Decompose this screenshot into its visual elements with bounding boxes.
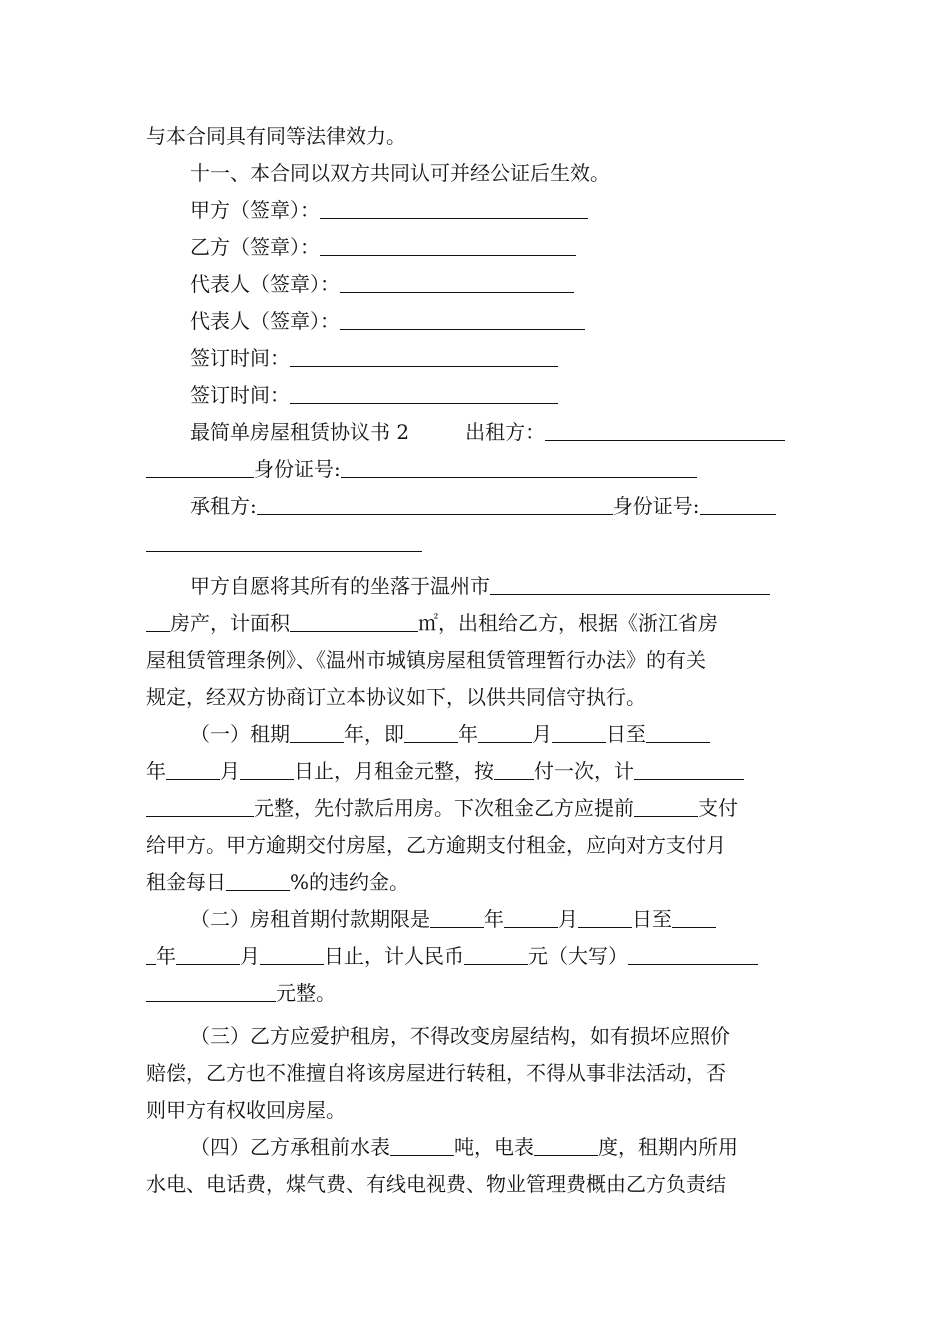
line-text: 承租方:: [190, 494, 257, 518]
blank-line: [534, 1135, 598, 1156]
agreement-title-line: [146, 414, 808, 451]
blank-line: [340, 272, 574, 293]
document-page: [146, 118, 808, 1203]
line-text: （四）乙方承租前水表: [190, 1135, 390, 1159]
line-text: 身份证号:: [254, 457, 341, 481]
blank-line: [176, 944, 240, 965]
line-text: 代表人（签章）：: [190, 272, 340, 296]
blank-line: [464, 944, 528, 965]
blank-line: [146, 944, 156, 965]
paragraph-line: [146, 642, 808, 679]
line-text: 日至: [632, 907, 672, 931]
line-text: 乙方（签章）：: [190, 235, 320, 259]
line-text: 月: [532, 722, 552, 746]
signing-date: [146, 340, 808, 377]
blank-line: [146, 981, 276, 1002]
blank-line: [646, 722, 710, 743]
signing-date: [146, 377, 808, 414]
paragraph-line: [146, 753, 808, 790]
line-text: ㎡，出租给乙方，根据《浙江省房: [418, 611, 718, 635]
blank-line: [320, 198, 588, 219]
paragraph-line: [146, 975, 808, 1012]
blank-line: [290, 383, 558, 404]
blank-line: [390, 1135, 454, 1156]
blank-line: [146, 796, 254, 817]
party-a-signature: [146, 192, 808, 229]
line-text: 甲方（签章）：: [190, 198, 320, 222]
line-text: 签订时间：: [190, 346, 290, 370]
line-text: 年: [458, 722, 478, 746]
line-text: 代表人（签章）：: [190, 309, 340, 333]
line-text: 与本合同具有同等法律效力。: [146, 124, 406, 148]
line-text: （一）租期: [190, 722, 290, 746]
paragraph-line: [146, 679, 808, 716]
paragraph-line: [146, 864, 808, 901]
clause-four: [146, 1129, 808, 1166]
lessee-line: [146, 488, 808, 525]
blank-line: [290, 722, 344, 743]
paragraph-line: [146, 1166, 808, 1203]
clause-eleven: [146, 155, 808, 192]
line-text: 元（大写）: [528, 944, 628, 968]
blank-line: [478, 722, 532, 743]
paragraph-line: [146, 827, 808, 864]
line-text: 赔偿，乙方也不准擅自将该房屋进行转租，不得从事非法活动，否: [146, 1061, 726, 1085]
blank-line: [290, 346, 558, 367]
blank-line: [146, 457, 254, 478]
paragraph-line: [146, 568, 808, 605]
paragraph-line: [146, 1055, 808, 1092]
line-text: 月: [240, 944, 260, 968]
text-line: [146, 118, 808, 155]
paragraph-line: [146, 938, 808, 975]
lessor-id-line: [146, 451, 808, 488]
line-text: 年: [156, 944, 176, 968]
line-text: 年: [146, 759, 166, 783]
line-text: 度，租期内所用: [598, 1135, 738, 1159]
line-text: 房产，计面积: [170, 611, 290, 635]
line-text: 甲方自愿将其所有的坐落于温州市: [190, 574, 490, 598]
blank-line: [430, 907, 484, 928]
blank-line: [257, 494, 613, 515]
line-text: 年: [484, 907, 504, 931]
lessee-id-blank: [146, 525, 808, 562]
blank-line: [146, 611, 170, 632]
blank-line: [320, 235, 576, 256]
blank-line: [672, 907, 716, 928]
line-text: 日止，月租金元整，按: [294, 759, 494, 783]
blank-line: [634, 796, 698, 817]
representative-signature: [146, 266, 808, 303]
blank-line: [146, 531, 422, 552]
clause-two: [146, 901, 808, 938]
blank-line: [240, 759, 294, 780]
representative-signature: [146, 303, 808, 340]
line-text: （三）乙方应爱护租房，不得改变房屋结构，如有损坏应照价: [190, 1024, 730, 1048]
line-text: 日止，计人民币: [324, 944, 464, 968]
clause-one: [146, 716, 808, 753]
line-text: 出租方：: [465, 420, 546, 444]
blank-line: [504, 907, 558, 928]
blank-line: [628, 944, 758, 965]
line-text: 规定，经双方协商订立本协议如下，以供共同信守执行。: [146, 685, 646, 709]
line-text: 租金每日: [146, 870, 226, 894]
paragraph-line: [146, 790, 808, 827]
line-text: 月: [220, 759, 240, 783]
paragraph-line: [146, 605, 808, 642]
blank-line: [404, 722, 458, 743]
blank-line: [490, 574, 770, 595]
blank-line: [226, 870, 290, 891]
blank-line: [634, 759, 744, 780]
line-text: 年，即: [344, 722, 404, 746]
line-text: 月: [558, 907, 578, 931]
blank-line: [552, 722, 606, 743]
paragraph-line: [146, 1092, 808, 1129]
line-text: 元整，先付款后用房。下次租金乙方应提前: [254, 796, 634, 820]
line-text: 吨，电表: [454, 1135, 534, 1159]
clause-three: [146, 1018, 808, 1055]
agreement-title: 最简单房屋租赁协议书 2: [190, 420, 410, 444]
line-text: 水电、电话费，煤气费、有线电视费、物业管理费概由乙方负责结: [146, 1172, 726, 1196]
blank-line: [166, 759, 220, 780]
blank-line: [494, 759, 534, 780]
blank-line: [341, 457, 697, 478]
line-text: 日至: [606, 722, 646, 746]
line-text: 签订时间：: [190, 383, 290, 407]
line-text: 支付: [698, 796, 738, 820]
blank-line: [340, 309, 585, 330]
line-text: 付一次，计: [534, 759, 634, 783]
line-text: 给甲方。甲方逾期交付房屋，乙方逾期支付租金，应向对方支付月: [146, 833, 726, 857]
line-text: （二）房租首期付款期限是: [190, 907, 430, 931]
line-text: 元整。: [276, 981, 336, 1005]
line-text: 十一、本合同以双方共同认可并经公证后生效。: [190, 161, 610, 185]
blank-line: [290, 611, 418, 632]
line-text: 屋租赁管理条例》、《温州市城镇房屋租赁管理暂行办法》的有关: [146, 648, 706, 672]
line-text: 身份证号:: [612, 494, 700, 518]
party-b-signature: [146, 229, 808, 266]
line-text: %的违约金。: [290, 870, 410, 894]
line-text: 则甲方有权收回房屋。: [146, 1098, 346, 1122]
blank-line: [700, 494, 776, 515]
blank-line: [578, 907, 632, 928]
blank-line: [260, 944, 324, 965]
blank-line: [545, 420, 785, 441]
